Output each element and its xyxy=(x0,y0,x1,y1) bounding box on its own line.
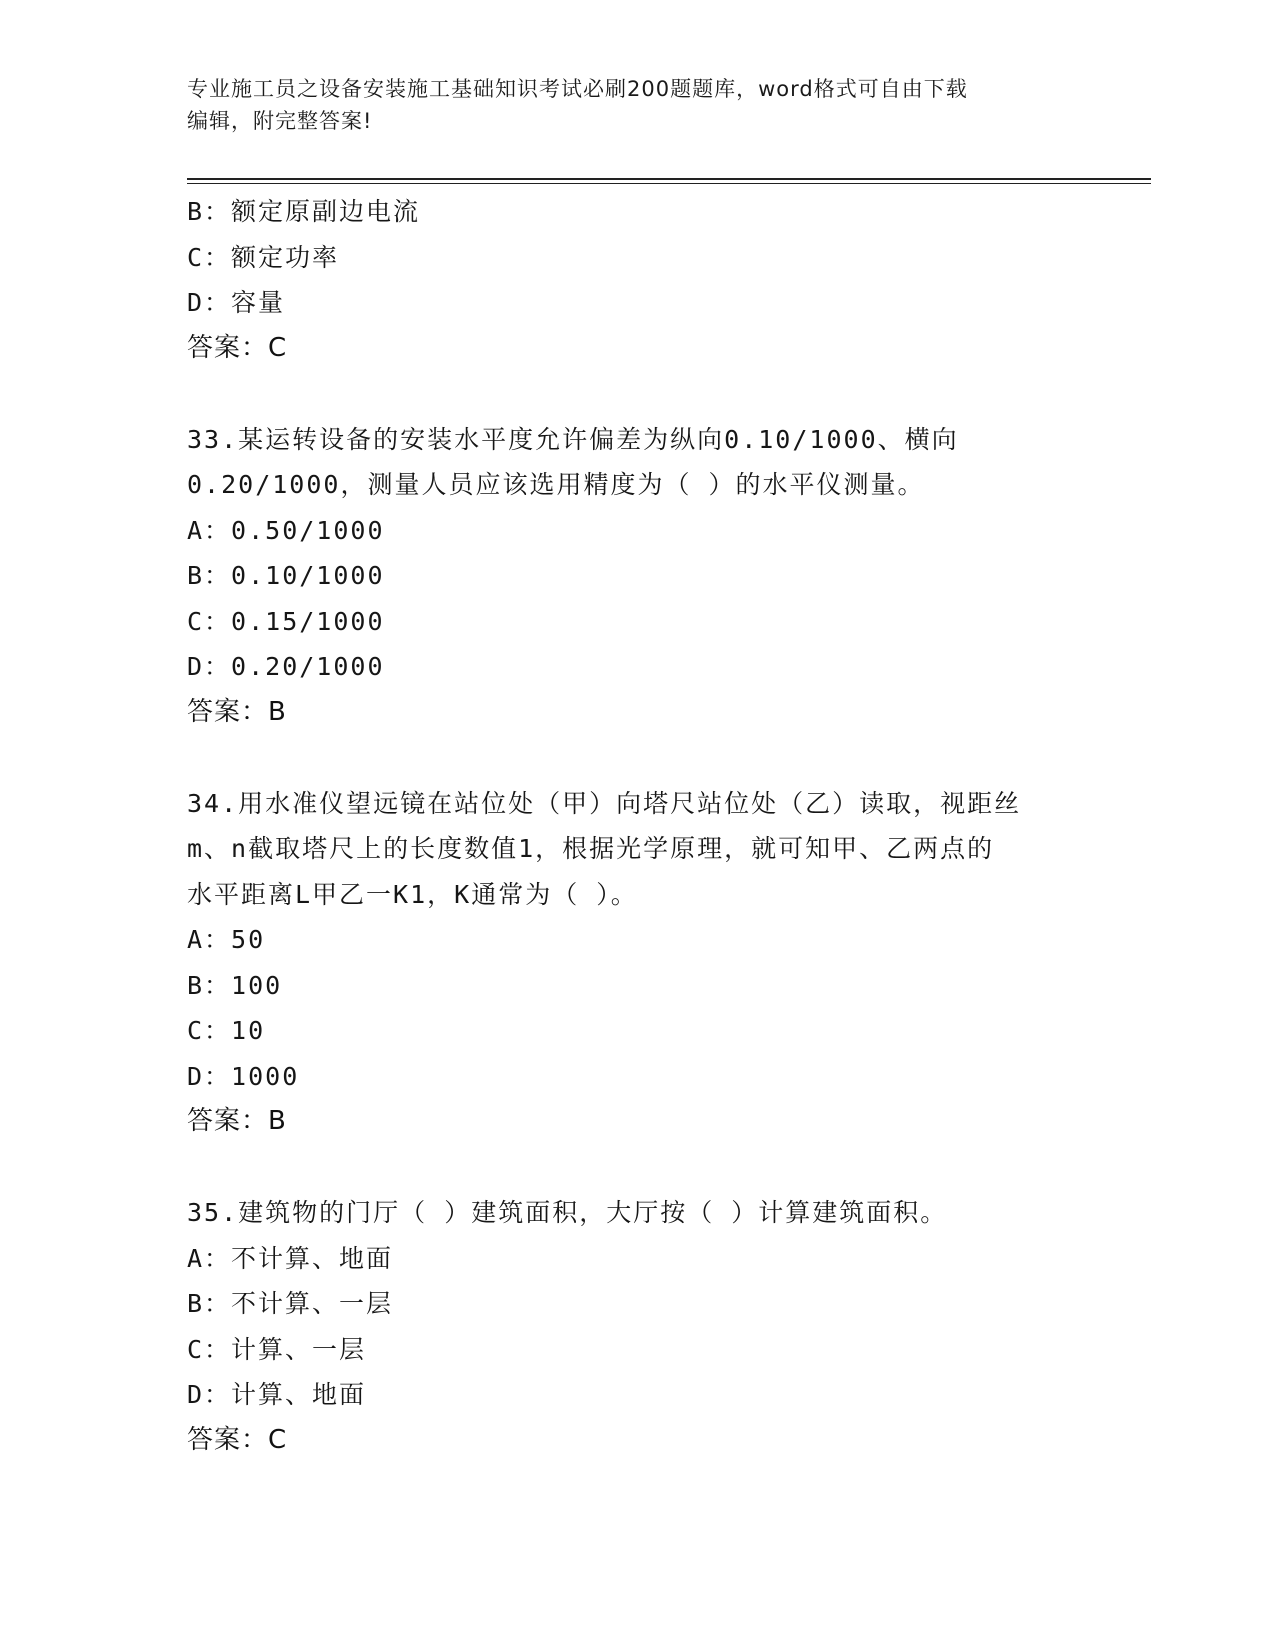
question-block-32 xyxy=(187,189,1087,371)
header-title-line2: 编辑，附完整答案! xyxy=(187,109,373,133)
option-c: C：0.15/1000 xyxy=(187,606,385,636)
question-stem: 水平距离L甲乙一K1，K通常为（ ）。 xyxy=(187,879,638,909)
question-stem: 33.某运转设备的安装水平度允许偏差为纵向0.10/1000、横向 xyxy=(187,424,959,454)
option-c: C：额定功率 xyxy=(187,242,340,272)
question-stem: 35.建筑物的门厅（ ）建筑面积，大厅按（ ）计算建筑面积。 xyxy=(187,1198,948,1227)
option-a: A：不计算、地面 xyxy=(187,1243,394,1273)
option-a: A：50 xyxy=(187,925,266,954)
answer-line: 答案：B xyxy=(187,1106,287,1136)
header-rule-thin xyxy=(187,183,1151,184)
answer-line: 答案：C xyxy=(187,1424,288,1455)
question-block-33 xyxy=(187,417,1087,736)
question-block-35 xyxy=(187,1190,1087,1463)
question-block-34 xyxy=(187,781,1087,1145)
answer-line: 答案：C xyxy=(187,332,288,363)
option-b: B：不计算、一层 xyxy=(187,1289,394,1318)
option-b: B：100 xyxy=(187,970,283,1000)
document-body xyxy=(187,189,1087,1463)
option-d: D：1000 xyxy=(187,1061,300,1091)
option-d: D：0.20/1000 xyxy=(187,652,385,681)
option-b: B：0.10/1000 xyxy=(187,561,385,590)
option-d: D：计算、地面 xyxy=(187,1380,367,1409)
option-a: A：0.50/1000 xyxy=(187,515,385,545)
option-c: C：10 xyxy=(187,1016,266,1045)
option-d: D：容量 xyxy=(187,288,286,317)
question-stem: 0.20/1000，测量人员应该选用精度为（ ）的水平仪测量。 xyxy=(187,470,925,499)
answer-line: 答案：B xyxy=(187,696,287,727)
question-stem: 34.用水准仪望远镜在站位处（甲）向塔尺站位处（乙）读取，视距丝 xyxy=(187,788,1022,818)
spacer xyxy=(187,1145,1087,1191)
spacer xyxy=(187,735,1087,781)
header-rule-thick xyxy=(187,178,1151,180)
option-b: B：额定原副边电流 xyxy=(187,197,421,226)
document-header xyxy=(187,73,1087,137)
header-title-line1: 专业施工员之设备安装施工基础知识考试必刷200题题库，word格式可自由下载 xyxy=(187,77,968,101)
spacer xyxy=(187,371,1087,417)
option-c: C：计算、一层 xyxy=(187,1334,367,1364)
question-stem: m、n截取塔尺上的长度数值1，根据光学原理，就可知甲、乙两点的 xyxy=(187,834,995,863)
